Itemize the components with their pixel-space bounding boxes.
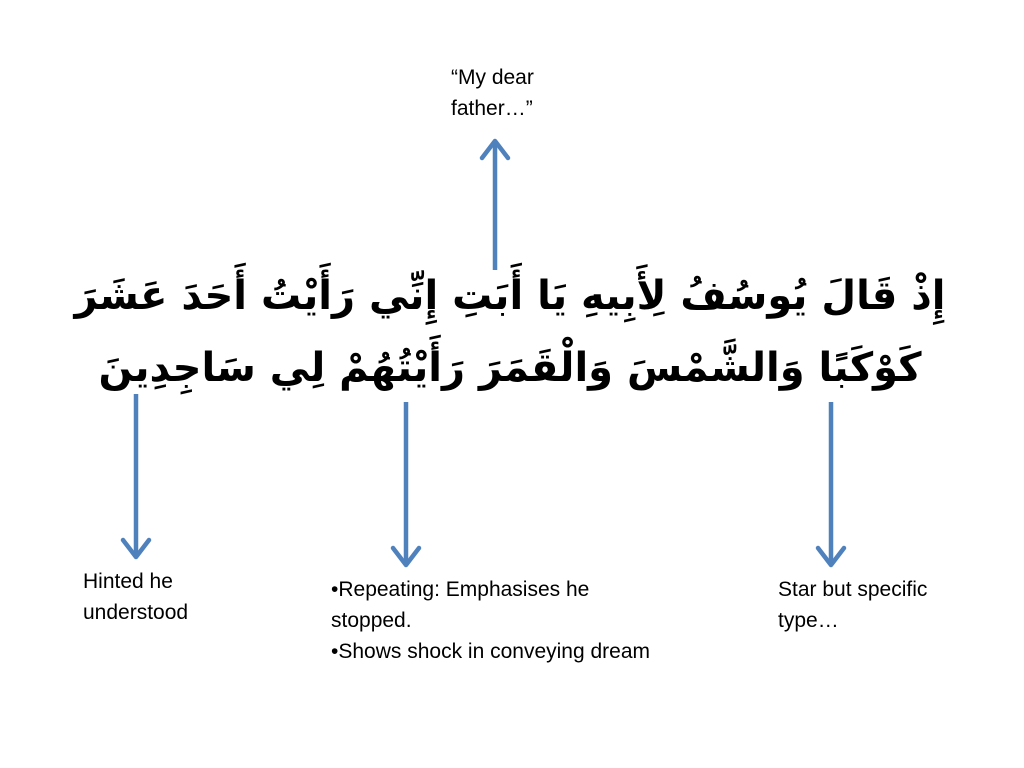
arrow-down-to-right-label bbox=[818, 402, 844, 565]
verse-line-2: كَوْكَبًا وَالشَّمْسَ وَالْقَمَرَ رَأَيْتُهُمْ لِي سَاجِدِينَ bbox=[98, 345, 922, 391]
annotation-repeating bbox=[331, 574, 650, 667]
arrow-down-to-middle-label bbox=[393, 402, 419, 565]
annotation-line: understood bbox=[83, 601, 189, 624]
annotation-line: Star but specific bbox=[778, 578, 928, 601]
annotation-line: •Repeating: Emphasises he bbox=[331, 578, 590, 601]
annotation-line: •Shows shock in conveying dream bbox=[331, 640, 651, 663]
arrow-up-to-top-label bbox=[482, 141, 508, 270]
annotation-line: “My dear bbox=[451, 66, 534, 89]
annotation-line: stopped. bbox=[331, 609, 412, 632]
annotation-star-specific-type bbox=[778, 574, 927, 636]
annotation-line: type… bbox=[778, 609, 839, 632]
annotation-line: father…” bbox=[451, 97, 533, 120]
annotation-line: Hinted he bbox=[83, 570, 173, 593]
arrow-down-to-left-label bbox=[123, 394, 149, 557]
annotation-my-dear-father bbox=[451, 62, 534, 124]
annotation-hinted-he-understood bbox=[83, 566, 188, 628]
verse-line-1: إِذْ قَالَ يُوسُفُ لِأَبِيهِ يَا أَبَتِ إِنِّي رَأَيْتُ أَحَدَ عَشَرَ bbox=[74, 273, 946, 319]
